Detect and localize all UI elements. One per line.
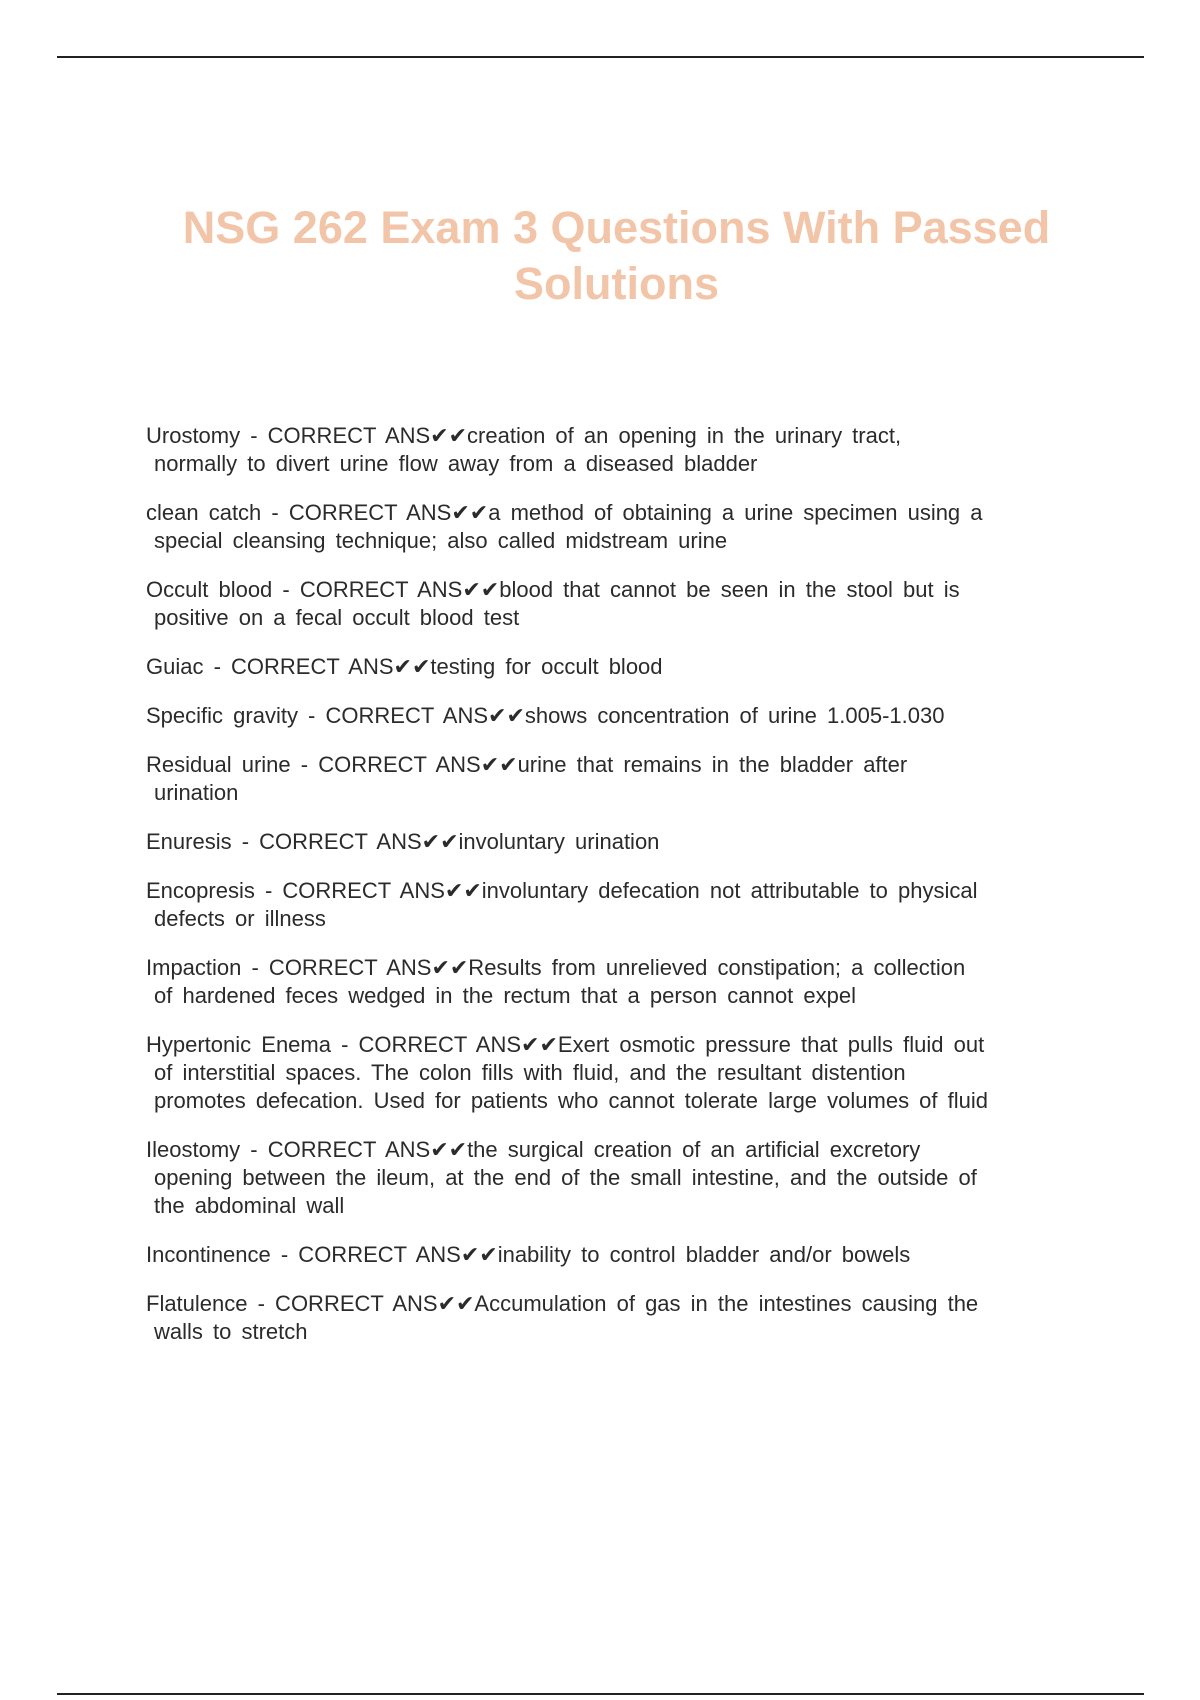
entry-continuation-line: the abdominal wall (154, 1193, 345, 1218)
bottom-rule (57, 1693, 1144, 1695)
entry-line: Incontinence - CORRECT ANS✔✔inability to control bladder and/or bowels (146, 1242, 911, 1267)
qa-entry (146, 1290, 1090, 1346)
top-rule (57, 56, 1144, 58)
entry-continuation-line: special cleansing technique; also called midstream urine (154, 528, 728, 553)
entry-line: Enuresis - CORRECT ANS✔✔involuntary urination (146, 829, 660, 854)
document-title (100, 200, 1133, 312)
entry-continuation-line: opening between the ileum, at the end of the small intestine, and the outside of (154, 1165, 977, 1190)
title-line-2: Solutions (514, 258, 719, 309)
qa-entry (146, 576, 1090, 632)
qa-entry (146, 751, 1090, 807)
qa-entry (146, 1241, 1090, 1269)
qa-entry (146, 954, 1090, 1010)
qa-entry (146, 702, 1090, 730)
entry-line: Hypertonic Enema - CORRECT ANS✔✔Exert osmotic pressure that pulls fluid out (146, 1032, 985, 1057)
entry-continuation-line: urination (154, 780, 239, 805)
entry-line: Ileostomy - CORRECT ANS✔✔the surgical creation of an artificial excretory (146, 1137, 921, 1162)
qa-entry (146, 1136, 1090, 1220)
entry-line: Impaction - CORRECT ANS✔✔Results from unrelieved constipation; a collection (146, 955, 966, 980)
entry-line: Flatulence - CORRECT ANS✔✔Accumulation of gas in the intestines causing the (146, 1291, 979, 1316)
qa-entry (146, 828, 1090, 856)
entry-line: Residual urine - CORRECT ANS✔✔urine that remains in the bladder after (146, 752, 908, 777)
title-line-1: NSG 262 Exam 3 Questions With Passed (182, 202, 1051, 253)
entry-line: Occult blood - CORRECT ANS✔✔blood that cannot be seen in the stool but is (146, 577, 960, 602)
entry-continuation-line: walls to stretch (154, 1319, 308, 1344)
qa-entry (146, 422, 1090, 478)
entry-continuation-line: of interstitial spaces. The colon fills with fluid, and the resultant distention (154, 1060, 906, 1085)
entry-continuation-line: promotes defecation. Used for patients who cannot tolerate large volumes of fluid (154, 1088, 989, 1113)
qa-entry (146, 1031, 1090, 1115)
qa-list (146, 422, 1090, 1367)
entry-line: Urostomy - CORRECT ANS✔✔creation of an opening in the urinary tract, (146, 423, 902, 448)
entry-continuation-line: normally to divert urine flow away from a diseased bladder (154, 451, 758, 476)
qa-entry (146, 877, 1090, 933)
entry-continuation-line: defects or illness (154, 906, 326, 931)
entry-line: Guiac - CORRECT ANS✔✔testing for occult blood (146, 654, 663, 679)
entry-line: Specific gravity - CORRECT ANS✔✔shows concentration of urine 1.005-1.030 (146, 703, 945, 728)
entry-continuation-line: of hardened feces wedged in the rectum that a person cannot expel (154, 983, 856, 1008)
qa-entry (146, 499, 1090, 555)
entry-line: Encopresis - CORRECT ANS✔✔involuntary defecation not attributable to physical (146, 878, 978, 903)
qa-entry (146, 653, 1090, 681)
entry-continuation-line: positive on a fecal occult blood test (154, 605, 520, 630)
entry-line: clean catch - CORRECT ANS✔✔a method of obtaining a urine specimen using a (146, 500, 983, 525)
